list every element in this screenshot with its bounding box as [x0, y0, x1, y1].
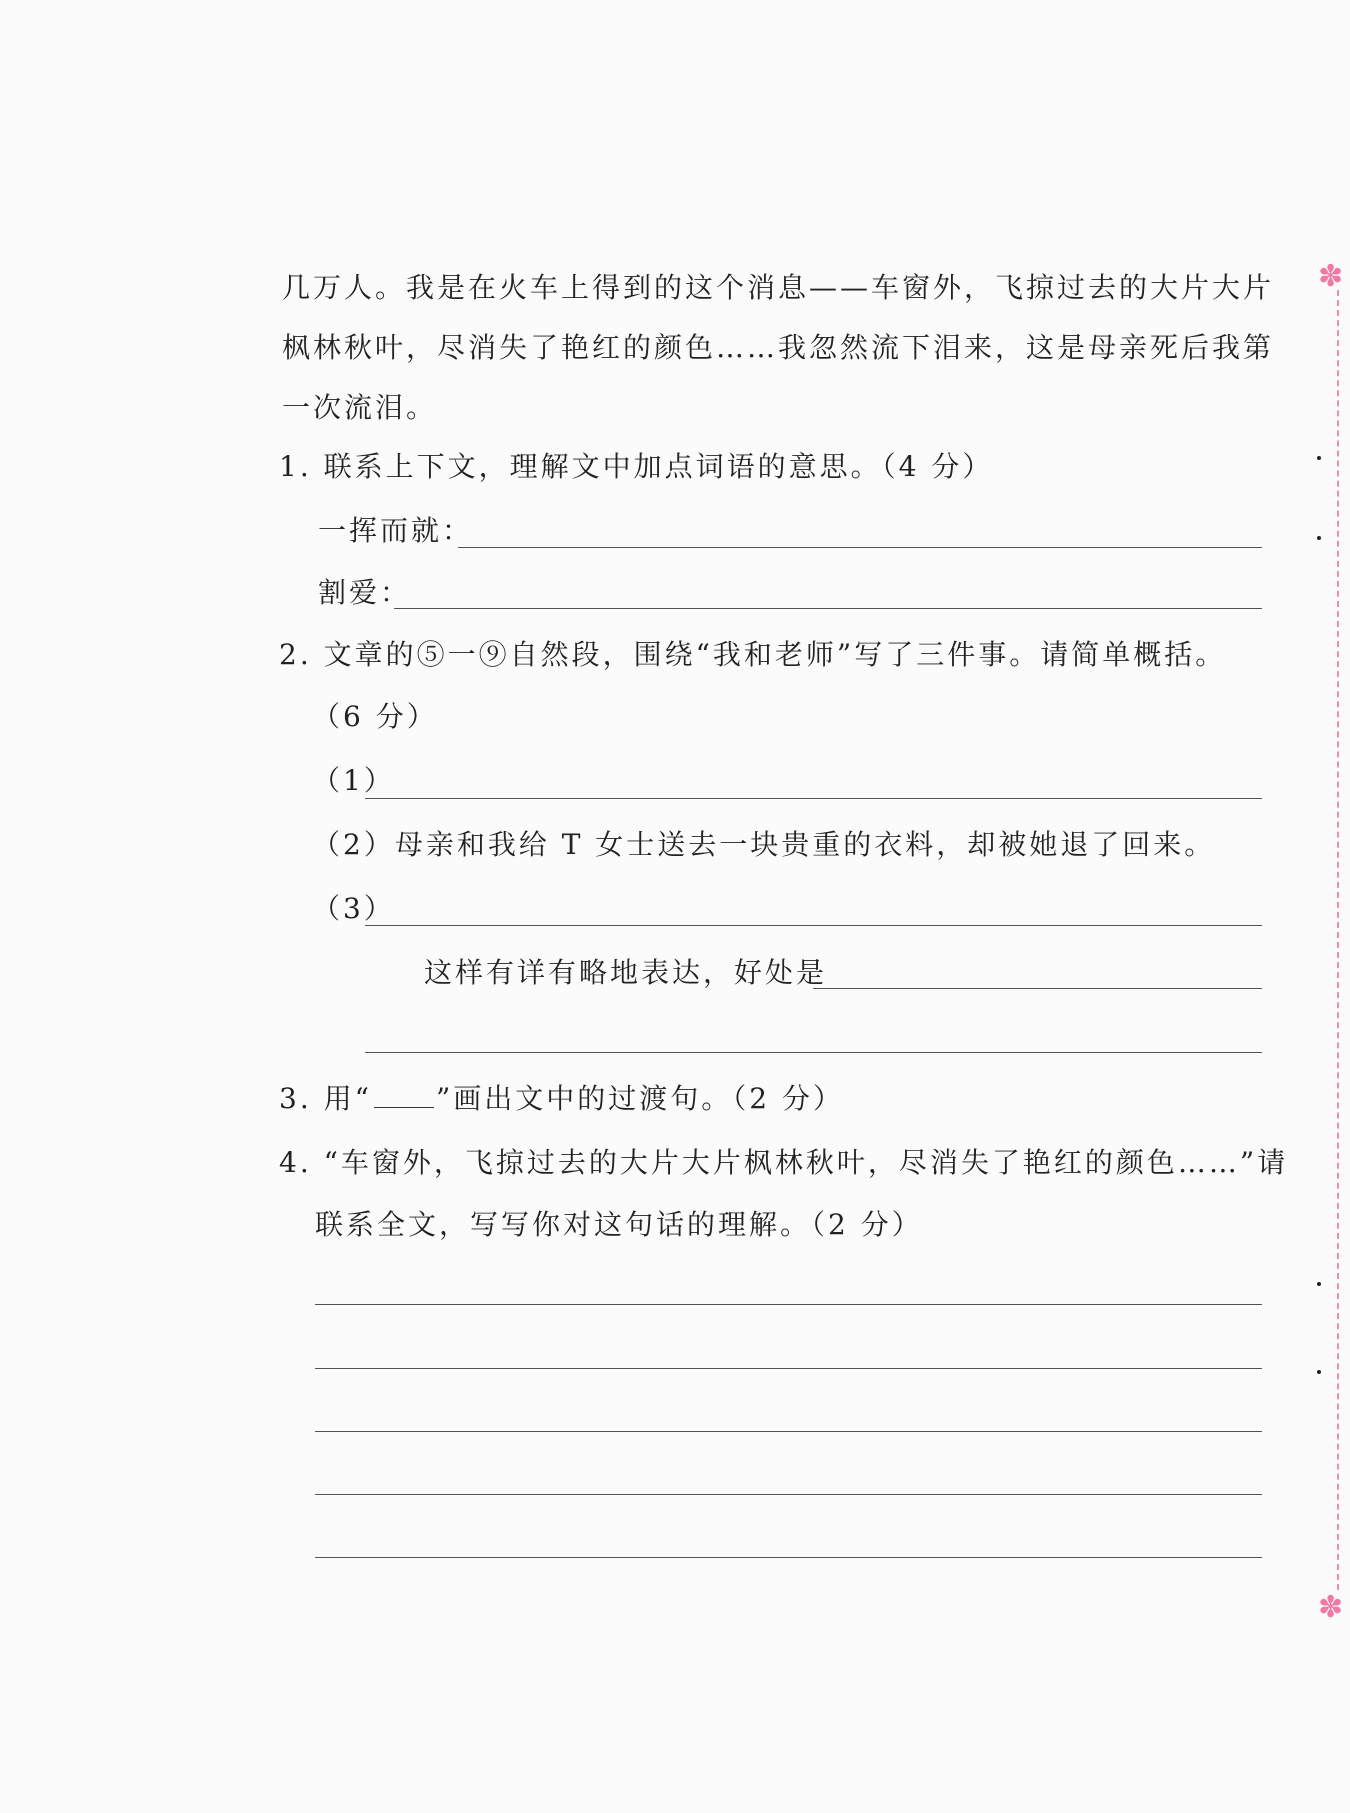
flower-top-icon: ✽ — [1318, 259, 1344, 294]
question-2-item-3: （3） — [312, 892, 395, 925]
answer-line-benefit-2[interactable] — [365, 1052, 1262, 1053]
binding-dot-icon — [1317, 1282, 1321, 1286]
answer-line-q4-3[interactable] — [315, 1431, 1262, 1432]
answer-line-word-2[interactable] — [394, 608, 1262, 609]
question-1-word-2: 割爱： — [318, 576, 412, 609]
question-3-text — [279, 1082, 844, 1116]
answer-line-benefit-1[interactable] — [813, 988, 1262, 989]
question-2-item-1: （1） — [312, 764, 395, 797]
passage-line-2: 枫林秋叶，尽消失了艳红的颜色……我忽然流下泪来，这是母亲死后我第 — [282, 331, 1275, 364]
binding-dot-icon — [1317, 536, 1321, 540]
answer-line-q4-5[interactable] — [315, 1557, 1262, 1558]
underline-sample — [374, 1087, 434, 1108]
question-1-text: 1. 联系上下文，理解文中加点词语的意思。（4 分） — [279, 450, 994, 483]
answer-line-item-3[interactable] — [365, 925, 1262, 926]
question-2-item-2: （2）母亲和我给 T 女士送去一块贵重的衣料，却被她退了回来。 — [312, 828, 1216, 861]
answer-line-q4-4[interactable] — [315, 1494, 1262, 1495]
passage-line-1: 几万人。我是在火车上得到的这个消息——车窗外，飞掠过去的大片大片 — [282, 271, 1275, 304]
question-3-suffix: ”画出文中的过渡句。（2 分） — [435, 1082, 844, 1115]
question-4-line-1: 4. “车窗外，飞掠过去的大片大片枫林秋叶，尽消失了艳红的颜色……”请 — [279, 1146, 1289, 1179]
binding-dot-icon — [1317, 1370, 1321, 1374]
answer-line-q4-2[interactable] — [315, 1368, 1262, 1369]
margin-dashed-border — [1337, 290, 1339, 1590]
answer-line-q4-1[interactable] — [315, 1304, 1262, 1305]
answer-line-word-1[interactable] — [458, 547, 1262, 548]
answer-line-item-1[interactable] — [365, 798, 1262, 799]
passage-line-3: 一次流泪。 — [282, 391, 438, 424]
question-2-text: 2. 文章的⑤一⑨自然段，围绕“我和老师”写了三件事。请简单概括。 — [279, 638, 1227, 671]
question-3-prefix: 3. 用“ — [279, 1082, 372, 1115]
flower-bottom-icon: ✽ — [1318, 1590, 1344, 1625]
question-4-line-2: 联系全文，写写你对这句话的理解。（2 分） — [315, 1208, 923, 1241]
question-1-word-1: 一挥而就： — [318, 514, 474, 547]
question-2-benefit: 这样有详有略地表达，好处是 — [424, 956, 828, 989]
question-2-score: （6 分） — [312, 700, 438, 733]
binding-dot-icon — [1317, 456, 1321, 460]
